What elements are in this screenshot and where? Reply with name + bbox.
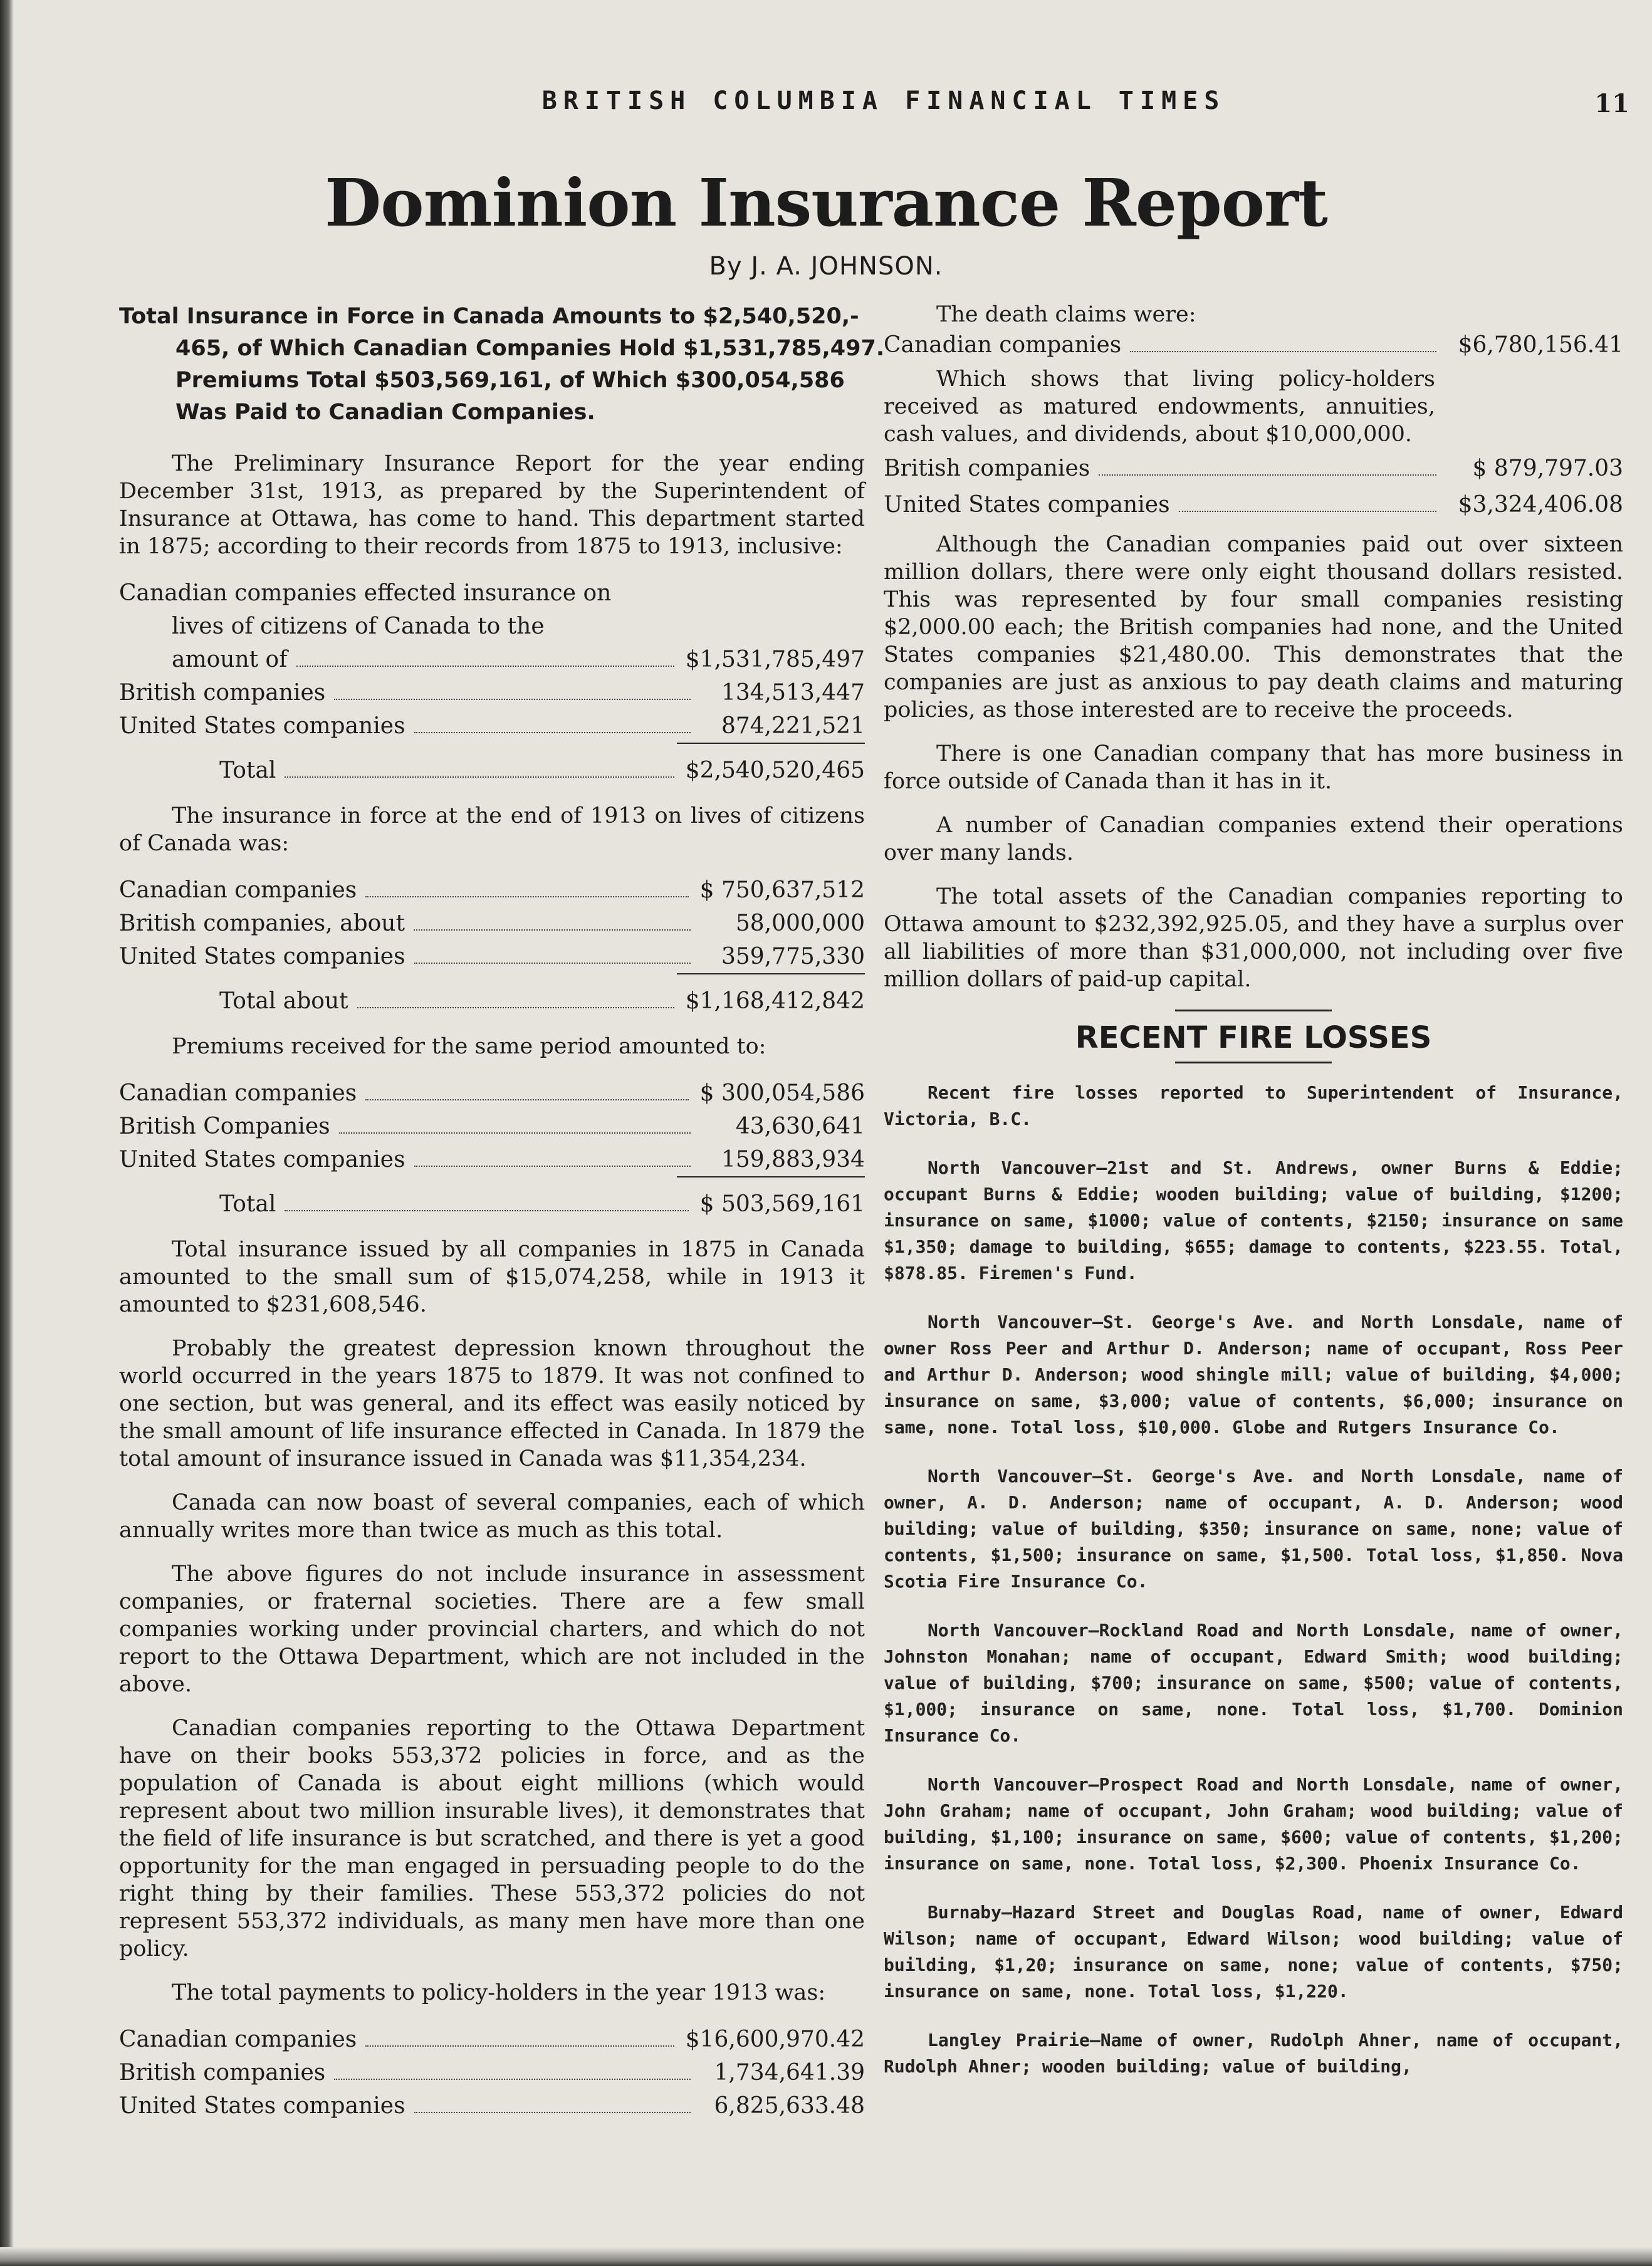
effected-total-label: Total (219, 758, 276, 783)
payments-british-label: British companies (119, 2060, 326, 2086)
payments-intro: The total payments to policy-holders in the year 1913 was: (172, 1980, 826, 2005)
in-force-canadian-label: Canadian companies (119, 877, 357, 903)
in-force-us-label: United States companies (119, 944, 405, 969)
fire-loss-item: North Vancouver—St. George's Ave. and North Lonsdale, name of owner Ross Peer and Arthur D. Anderson; name of occupant, Ross Peer and Arthur D. Anderson; wood shingle mill; value of building, $4,000; insurance on same, $3,000; value of contents, $6,000; insurance on same, none. Total loss, $10,000. Globe and Rutgers Insurance Co. (884, 1312, 1623, 1438)
in-force-table (119, 874, 865, 1018)
effected-label: lives of citizens of Canada to the (172, 613, 545, 639)
effected-label: Canadian companies effected insurance on (119, 580, 612, 606)
effected-label: amount of (172, 647, 288, 672)
summary-line: 465, of Which Canadian Companies Hold $1,531,785,497. (175, 336, 885, 361)
fire-loss-item: North Vancouver—Rockland Road and North Lonsdale, name of owner, Johnston Monahan; name of occupant, Edward Smith; wood building; value of building, $700; insurance on same, $500; value of contents, $1,000; insurance on same, none. Total loss, $1,700. Dominion Insurance Co. (884, 1620, 1623, 1746)
summary-line: Premiums Total $503,569,161, of Which $300,054,586 (175, 368, 845, 393)
section-rule-top (1175, 1010, 1332, 1011)
effected-insurance-table (119, 577, 865, 787)
leader-dots (414, 929, 691, 931)
leader-dots (285, 776, 674, 778)
fire-losses-heading: RECENT FIRE LOSSES (1075, 1020, 1432, 1055)
leader-dots (1179, 511, 1436, 512)
leader-dots (365, 896, 688, 897)
leader-dots (414, 963, 691, 964)
leader-dots (339, 1132, 691, 1134)
premiums-british-value: 43,630,641 (735, 1114, 865, 1139)
leader-dots (357, 1007, 674, 1008)
sum-rule (677, 973, 865, 984)
leader-dots (1099, 474, 1436, 476)
leader-dots (334, 2079, 691, 2080)
left-column (119, 301, 885, 2138)
paragraph-assets: The total assets of the Canadian companies reporting to Ottawa amount to $232,392,925.05, and they have a surplus over all liabilities of more than $31,000,000, not including over five million dollars of paid-up capital. (884, 884, 1623, 992)
in-force-british-label: British companies, about (119, 911, 405, 936)
leader-dots (414, 2112, 691, 2113)
in-force-us-value: 359,775,330 (721, 944, 865, 969)
fire-loss-item: North Vancouver—Prospect Road and North Lonsdale, name of owner, John Graham; name of occupant, John Graham; wood building; value of building, $1,100; insurance on same, $600; value of contents, $1,200; insurance on same, none. Total loss, $2,300. Phoenix Insurance Co. (884, 1774, 1623, 1874)
fire-losses-intro: Recent fire losses reported to Superintendent of Insurance, Victoria, B.C. (884, 1082, 1623, 1129)
paragraph-policies: Canadian companies reporting to the Ottawa Department have on their books 553,372 policies in force, and as the population of Canada is about eight millions (which would represent about two million insurable lives), it demonstrates that the field of life insurance is but scratched, and there is yet a good opportunity for the man engaged in persuading people to do the right thing by their families. These 553,372 policies do not represent 553,372 individuals, as many men have more than one policy. (119, 1716, 865, 1961)
death-us-label: United States companies (884, 492, 1170, 518)
leader-dots (296, 666, 674, 667)
payments-canadian-label: Canadian companies (119, 2027, 357, 2052)
effected-total-value: $2,540,520,465 (685, 758, 865, 783)
summary-line: Total Insurance in Force in Canada Amounts to $2,540,520,- (119, 304, 859, 329)
in-force-intro: The insurance in force at the end of 1913 on lives of citizens of Canada was: (119, 803, 865, 856)
death-claims-table (884, 328, 1623, 362)
paragraph-figures: The above figures do not include insurance in assessment companies, or fraternal societies. There are a few small companies working under provincial charters, and which do not report to the Ottawa Department, which are not included in the above. (119, 1562, 865, 1697)
paragraph-1875: Total insurance issued by all companies in 1875 in Canada amounted to the small sum of $15,074,258, while in 1913 it amounted to $231,608,546. (119, 1237, 865, 1317)
fire-loss-item: North Vancouver—21st and St. Andrews, owner Burns & Eddie; occupant Burns & Eddie; wooden building; value of building, $1200; insurance on same, $1000; value of contents, $2150; insurance on same $1,350; damage to building, $655; damage to contents, $223.55. Total, $878.85. Firemen's Fund. (884, 1157, 1623, 1283)
payments-us-label: United States companies (119, 2093, 405, 2119)
effected-british-label: British companies (119, 680, 326, 706)
payments-british-value: 1,734,641.39 (714, 2060, 865, 2086)
in-force-total-value: $1,168,412,842 (685, 988, 865, 1014)
leader-dots (365, 1099, 688, 1100)
in-force-total-label: Total about (219, 988, 348, 1014)
fire-loss-item: Burnaby—Hazard Street and Douglas Road, name of owner, Edward Wilson; name of occupant, Edward Wilson; wood building; value of building, $1,20; insurance on same, none; value of contents, $750; insurance on same, none. Total loss, $1,220. (884, 1902, 1623, 2002)
death-claims-note: Which shows that living policy-holders received as matured endowments, annuities, cash values, and dividends, about $10,000,000. (884, 367, 1435, 447)
paragraph-outside-business: There is one Canadian company that has more business in force outside of Canada than it has in it. (884, 741, 1623, 794)
page-number: 11 (1594, 89, 1629, 118)
in-force-british-value: 58,000,000 (735, 911, 865, 936)
effected-us-label: United States companies (119, 713, 405, 739)
leader-dots (414, 732, 691, 733)
article-byline: By J. A. JOHNSON. (709, 252, 943, 281)
page-bottom-shadow (0, 2247, 1652, 2266)
paragraph-resisted: Although the Canadian companies paid out over sixteen million dollars, there were only eight thousand dollars resisted. This was represented by four small companies resisting $2,000.00 each; the British companies had none, and the United States companies $21,480.00. This demonstrates that the companies are just as anxious to pay death claims and maturing policies, as those interested are to receive the proceeds. (884, 532, 1623, 723)
leader-dots (414, 1166, 691, 1167)
effected-canadian-value: $1,531,785,497 (685, 647, 865, 672)
article-summary (119, 301, 885, 429)
payments-us-value: 6,825,633.48 (714, 2093, 865, 2119)
premiums-table (119, 1077, 865, 1221)
leader-dots (365, 2045, 674, 2047)
fire-loss-item: North Vancouver—St. George's Ave. and North Lonsdale, name of owner, A. D. Anderson; name of occupant, A. D. Anderson; wood building; value of building, $350; insurance on same, none; value of contents, $1,500; insurance on same, $1,500. Total loss, $1,850. Nova Scotia Fire Insurance Co. (884, 1466, 1623, 1592)
premiums-canadian-label: Canadian companies (119, 1080, 357, 1106)
effected-british-value: 134,513,447 (721, 680, 865, 706)
section-rule-bottom (1175, 1062, 1332, 1063)
summary-line: Was Paid to Canadian Companies. (175, 400, 595, 425)
effected-us-value: 874,221,521 (721, 713, 865, 739)
running-header: BRITISH COLUMBIA FINANCIAL TIMES (541, 86, 1226, 115)
payments-table (119, 2023, 865, 2122)
leader-dots (1130, 351, 1436, 352)
leader-dots (285, 1210, 688, 1211)
sum-rule (677, 1176, 865, 1188)
death-us-value: $3,324,406.08 (1458, 492, 1623, 518)
premiums-total-label: Total (219, 1191, 276, 1217)
death-canadian-label: Canadian companies (884, 332, 1122, 358)
premiums-us-label: United States companies (119, 1147, 405, 1172)
death-british-label: British companies (884, 456, 1090, 481)
paragraph-operations: A number of Canadian companies extend their operations over many lands. (884, 813, 1623, 865)
in-force-canadian-value: $ 750,637,512 (699, 877, 865, 903)
premiums-canadian-value: $ 300,054,586 (699, 1080, 865, 1106)
payments-canadian-value: $16,600,970.42 (685, 2027, 865, 2052)
premiums-intro: Premiums received for the same period amounted to: (172, 1034, 766, 1059)
leader-dots (334, 699, 691, 700)
fire-loss-item: Langley Prairie—Name of owner, Rudolph Ahner, name of occupant, Rudolph Ahner; wooden building; value of building, (884, 2030, 1623, 2077)
premiums-us-value: 159,883,934 (721, 1147, 865, 1172)
article-title: Dominion Insurance Report (325, 164, 1327, 241)
intro-paragraph: The Preliminary Insurance Report for the year ending December 31st, 1913, as prepared by the Superintendent of Insurance at Ottawa, has come to hand. This department started in 1875; according to their records from 1875 to 1913, inclusive: (119, 451, 865, 559)
death-british-value: $ 879,797.03 (1472, 456, 1623, 481)
premiums-total-value: $ 503,569,161 (699, 1191, 865, 1217)
death-claims-intro: The death claims were: (936, 302, 1196, 327)
paragraph-boast: Canada can now boast of several companies, each of which annually writes more than twice as much as this total. (119, 1490, 865, 1543)
page-binding-shadow (0, 0, 14, 2266)
paragraph-depression: Probably the greatest depression known throughout the world occurred in the years 1875 to 1879. It was not confined to one section, but was general, and its effect was easily noticed by the small amount of life insurance effected in Canada. In 1879 the total amount of insurance issued in Canada was $11,354,234. (119, 1336, 865, 1471)
death-canadian-value: $6,780,156.41 (1458, 332, 1623, 358)
premiums-british-label: British Companies (119, 1114, 330, 1139)
death-claims-table-continued (884, 451, 1623, 523)
sum-rule (677, 743, 865, 754)
right-column (884, 301, 1623, 2102)
